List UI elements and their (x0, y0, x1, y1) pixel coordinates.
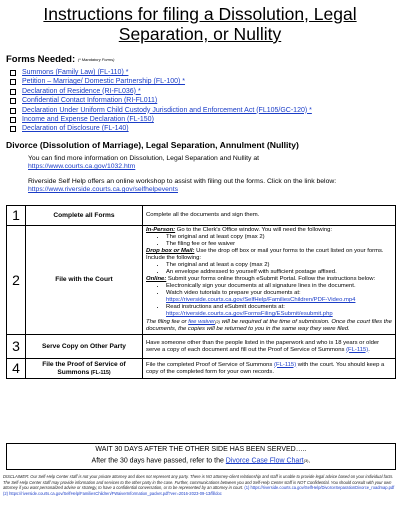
title-line-1: Instructions for filing a Dissolution, Legal (43, 4, 357, 24)
list-item: • The filing fee or fee waiver (166, 241, 392, 248)
disclaimer (3, 474, 397, 497)
drop-box-list (146, 262, 392, 276)
forms-list (8, 68, 396, 134)
info-2-text: Riverside Self Help offers an online workshop to assist with filing out the forms. Click on the link below: (28, 178, 337, 185)
checkbox[interactable] (10, 79, 16, 85)
online-list (146, 283, 392, 318)
file-proof-text-end: with the court. You should keep a copy of the completed form for your own records. (146, 361, 385, 375)
step-name-line-1: File the Proof of Service of (42, 360, 126, 368)
in-person-label: In-Person: (146, 227, 176, 233)
disclaimer-text: DISCLAIMER: Our Self-Help Center staff is not your private attorney and does not represent any party. There is NO attorney-client relationship and staff is unable to provide legal advice based on your individual facts. The Self-Help Center staff may provide information and services to the other party in the case. Further, communications between you and Self-Help Center staff is NOT Confidential. You should consult with your own attorney if you want personalized advise or strategy, to have a confidential conversation, or to be represented by an attorney in court. (3, 474, 394, 491)
file-proof-text: File the completed Proof of Service of Summons (146, 361, 275, 368)
title-line-2: Separation, or Nullity (118, 24, 282, 44)
drop-box-label: Drop box or Mail: (146, 248, 195, 254)
wait-line-2-end: . (308, 457, 311, 465)
page-title (0, 4, 400, 44)
info-1-link[interactable]: https://www.courts.ca.gov/1032.htm (28, 163, 136, 170)
in-person-text: Go to the Clerk's Office window. You will need the following: (175, 227, 333, 233)
form-link[interactable]: Declaration of Disclosure (FL-140) (22, 125, 129, 133)
info-1-text: You can find more information on Dissolution, Legal Separation and Nullity at (28, 155, 259, 162)
wait-notice (6, 443, 396, 470)
form-item (8, 87, 396, 96)
form-item (8, 106, 396, 115)
form-link[interactable]: Declaration of Residence (RI-FL036) * (22, 87, 141, 95)
step-description (143, 359, 396, 379)
step-description (143, 335, 396, 359)
fee-note-post: will be required at the time of submission. Once the court files the documents, the copies will be returned to you in the same way they were filed. (146, 319, 392, 333)
form-item (8, 96, 396, 105)
step-name: File with the Court (26, 226, 143, 335)
online-text: Submit your forms online through eSubmit Portal. Follow the instructions below: (166, 276, 376, 282)
step-number: 2 (7, 226, 26, 335)
step-number: 3 (7, 335, 26, 359)
esubmit-link[interactable]: https://riverside.courts.ca.gov/FormsFiling/ESubmit/esubmit.php (166, 311, 333, 317)
step-name: Serve Copy on Other Party (26, 335, 143, 359)
fee-note (146, 318, 392, 333)
step-number: 4 (7, 359, 26, 379)
form-item (8, 115, 396, 124)
step-description (143, 226, 396, 335)
fee-note-pre: The filing fee or (146, 319, 189, 326)
form-item (8, 68, 396, 77)
step-name-line-2: Summons (57, 368, 90, 376)
step-row-2 (7, 226, 396, 335)
checkbox[interactable] (10, 117, 16, 123)
fl115-link[interactable]: (FL-115) (346, 346, 369, 353)
step-row-1 (7, 206, 396, 226)
in-person-list (146, 234, 392, 248)
online-label: Online: (146, 276, 167, 282)
checkbox[interactable] (10, 98, 16, 104)
drop-box-text: Use the drop off box or mail your forms to the court listed on your forms. Include the following: (146, 248, 384, 261)
step-number: 1 (7, 206, 26, 226)
list-item (166, 290, 392, 304)
form-link[interactable]: Declaration Under Uniform Child Custody Jurisdiction and Enforcement Act (FL105/GC-120) * (22, 106, 312, 114)
step-name: Complete all Forms (26, 206, 143, 226)
form-link[interactable]: Summons (Family Law) (FL-110) * (22, 69, 129, 76)
source-links[interactable]: (1) https://riverside.courts.ca.gov/SelfHelp/DivorceSeparationDivorce_roadmap.pdf (2) https://riverside.courts.ca.gov/SelfHelp/FamiliesChildren/FWaiverInformation_packet.pdf?ver=2016-2023-09-13/filldoc (3, 485, 395, 497)
step-row-3 (7, 335, 396, 359)
steps-table (6, 205, 396, 379)
forms-needed-heading (6, 54, 114, 65)
wait-line-2-text: After the 30 days have passed, refer to the (91, 457, 226, 465)
mandatory-note: (* Mandatory Forms) (77, 56, 115, 62)
checkbox[interactable] (10, 126, 16, 132)
list-item: • An envelope addressed to yourself with sufficient postage affixed. (166, 269, 392, 276)
wait-line-1: WAIT 30 DAYS AFTER THE OTHER SIDE HAS BEEN SERVED….. (95, 446, 307, 453)
info-paragraph-2 (28, 178, 390, 194)
step-name (26, 359, 143, 379)
list-item: • The original and at least a copy (max 2) (166, 262, 392, 269)
form-link[interactable]: Petition – Marriage/ Domestic Partnership (FL-100) * (22, 78, 186, 86)
form-link[interactable]: Confidential Contact Information (RI-FL011) (22, 97, 158, 105)
esubmit-text: Read instructions and eSubmit documents at: (166, 304, 285, 310)
flow-chart-link[interactable]: Divorce Case Flow Chart (225, 457, 304, 465)
step-form-code: (FL-115) (89, 369, 111, 376)
video-text: Watch video tutorials to prepare your documents at: (166, 290, 301, 296)
step-row-4 (7, 359, 396, 379)
divorce-heading: Divorce (Dissolution of Marriage), Legal Separation, Annulment (Nullity) (6, 140, 299, 150)
wait-line-2 (7, 455, 395, 466)
info-paragraph-1 (28, 155, 390, 171)
list-item: • The original and at least copy (max 2) (166, 234, 392, 241)
form-item (8, 124, 396, 133)
checkbox[interactable] (10, 70, 16, 76)
video-tutorial-link[interactable]: https://riverside.courts.ca.gov/SelfHelp/FamiliesChildren/PDF-Video.mp4 (166, 297, 356, 303)
serve-text: Have someone other than the people listed in the paperwork and who is 18 years or older serve a copy of each document and fill out the Proof of Service of Summons (146, 339, 380, 353)
fl115-link[interactable]: (FL-115) (274, 361, 297, 368)
forms-needed-label: Forms Needed: (6, 54, 76, 65)
form-item (8, 77, 396, 86)
fee-waiver-link[interactable]: fee waiver (188, 319, 216, 326)
checkbox[interactable] (10, 89, 16, 95)
fee-waiver-ref: (2) (215, 319, 220, 324)
flow-chart-ref: (3) (303, 458, 309, 463)
serve-text-end: . (368, 346, 370, 353)
list-item (166, 304, 392, 318)
form-link[interactable]: Income and Expense Declaration (FL-150) (22, 115, 154, 123)
info-2-link[interactable]: https://www.riverside.courts.ca.gov/selfhelpevents (28, 186, 178, 193)
list-item: • Electronically sign your documents at all signature lines in the document. (166, 283, 392, 290)
step-description: Complete all the documents and sign them. (143, 206, 396, 226)
checkbox[interactable] (10, 108, 16, 114)
